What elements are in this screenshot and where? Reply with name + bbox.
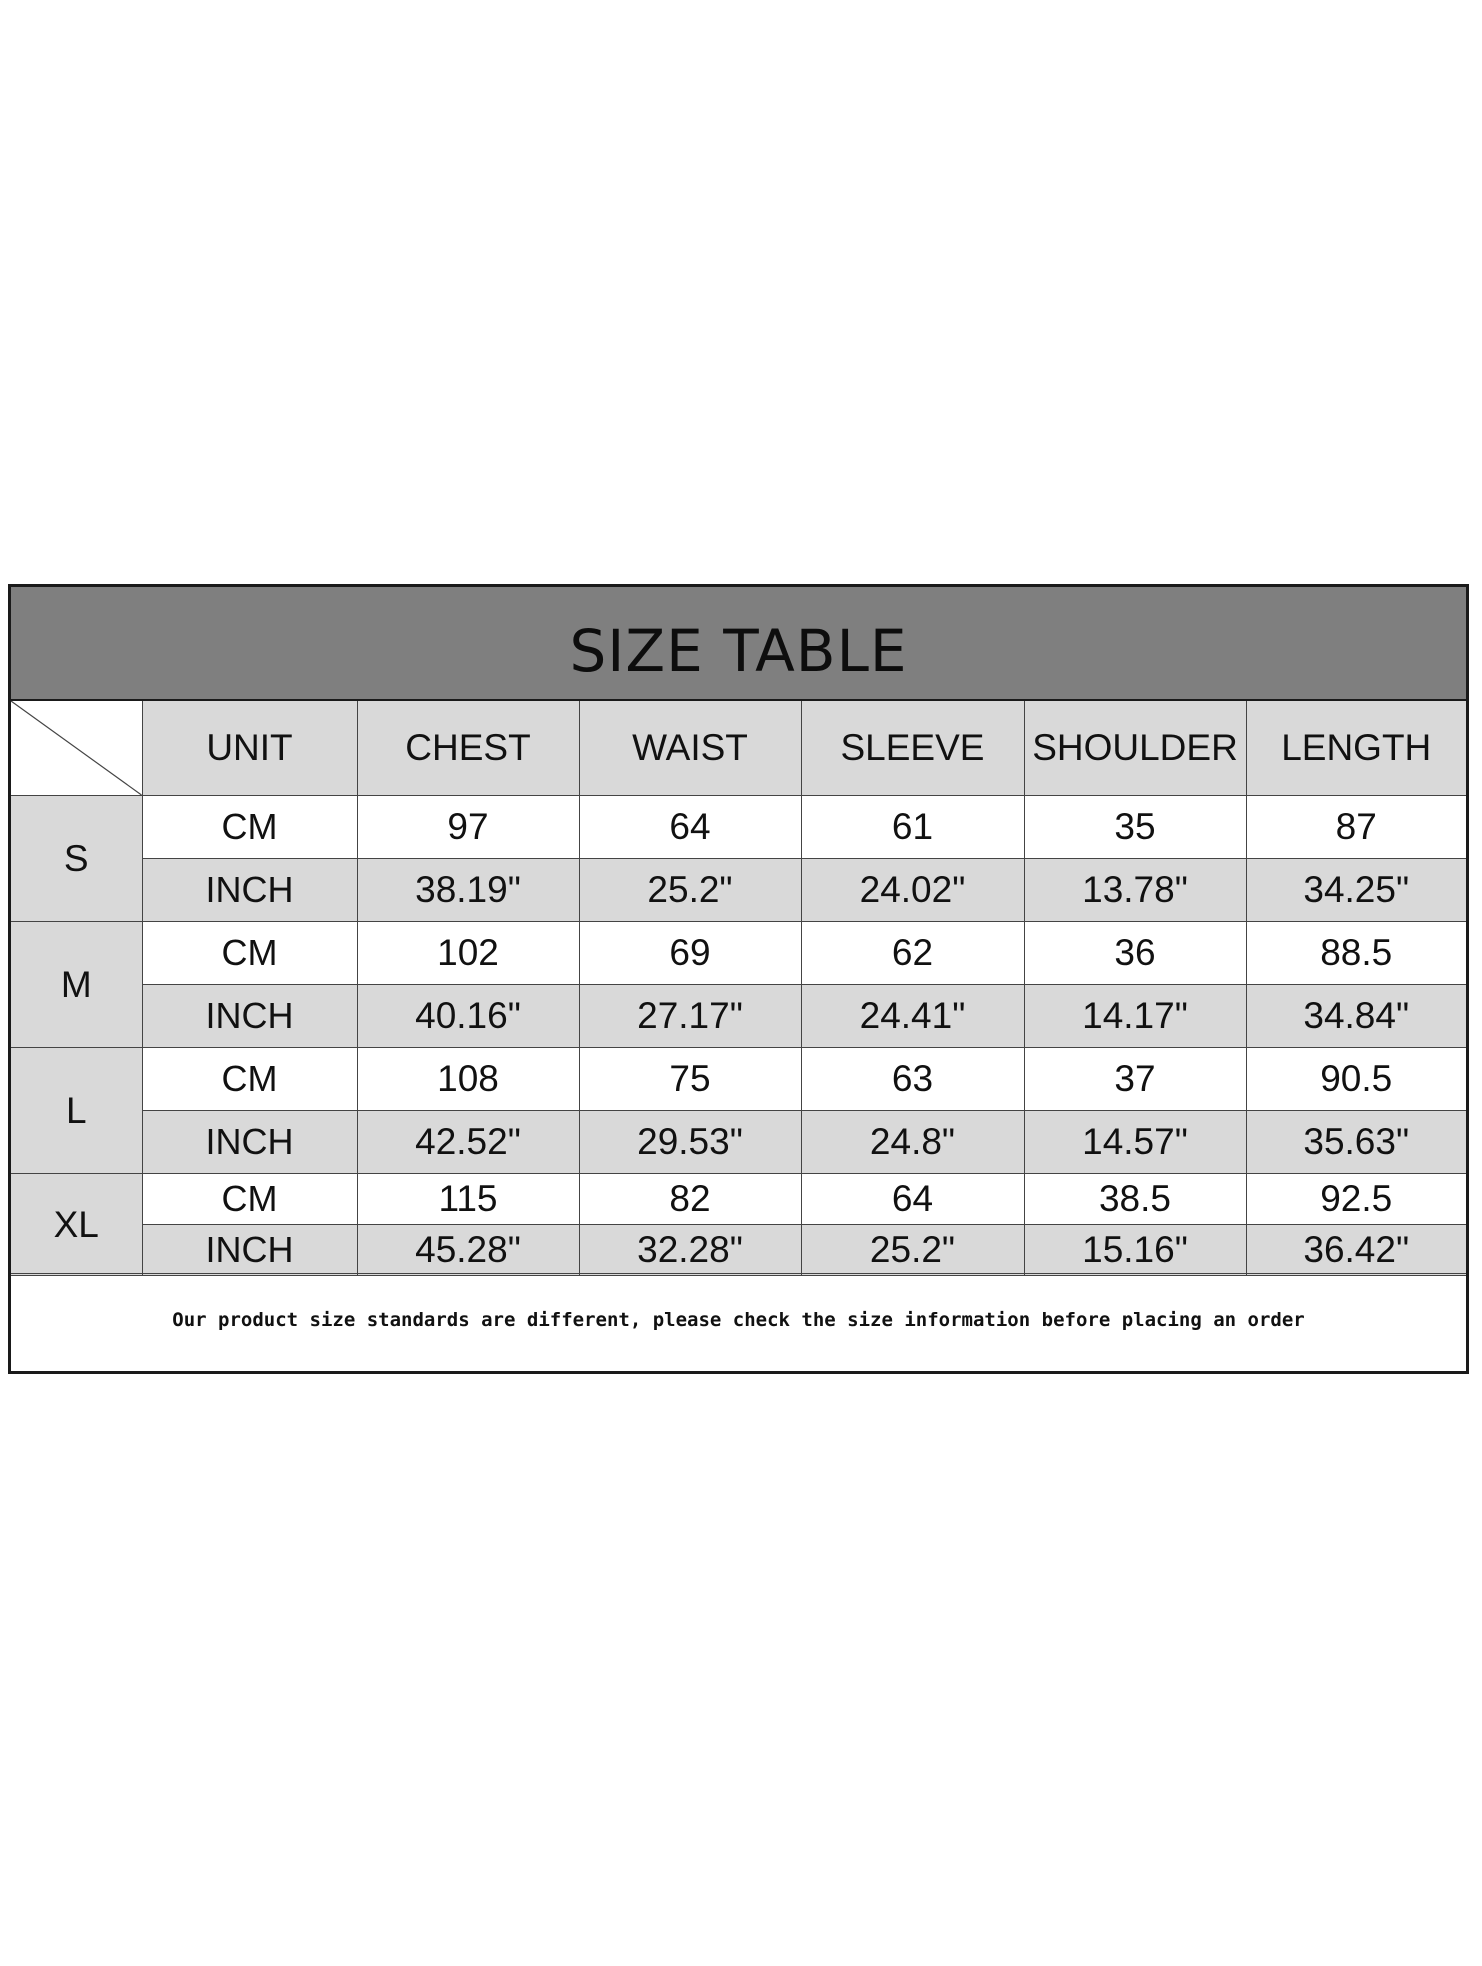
sleeve-value: 62 — [801, 922, 1024, 985]
chest-value: 97 — [357, 796, 579, 859]
unit-cell: INCH — [142, 985, 357, 1048]
sleeve-value: 64 — [801, 1174, 1024, 1225]
sleeve-value: 24.41" — [801, 985, 1024, 1048]
shoulder-value: 14.57" — [1024, 1111, 1246, 1174]
length-value: 92.5 — [1246, 1174, 1466, 1225]
chest-value: 42.52" — [357, 1111, 579, 1174]
sleeve-value: 61 — [801, 796, 1024, 859]
table-row — [11, 859, 1466, 922]
header-sleeve: SLEEVE — [801, 701, 1024, 796]
size-chart — [8, 584, 1469, 1374]
size-label: S — [11, 796, 142, 922]
table-row — [11, 922, 1466, 985]
length-value: 34.25" — [1246, 859, 1466, 922]
length-value: 88.5 — [1246, 922, 1466, 985]
waist-value: 27.17" — [579, 985, 801, 1048]
size-label: L — [11, 1048, 142, 1174]
shoulder-value: 37 — [1024, 1048, 1246, 1111]
table-row — [11, 1174, 1466, 1225]
chest-value: 38.19" — [357, 859, 579, 922]
waist-value: 64 — [579, 796, 801, 859]
unit-cell: CM — [142, 1048, 357, 1111]
size-label: XL — [11, 1174, 142, 1276]
chest-value: 102 — [357, 922, 579, 985]
sleeve-value: 24.8" — [801, 1111, 1024, 1174]
shoulder-value: 13.78" — [1024, 859, 1246, 922]
shoulder-value: 14.17" — [1024, 985, 1246, 1048]
unit-cell: INCH — [142, 1111, 357, 1174]
table-row — [11, 1225, 1466, 1276]
header-shoulder: SHOULDER — [1024, 701, 1246, 796]
size-table — [11, 701, 1466, 1276]
unit-cell: INCH — [142, 1225, 357, 1276]
sleeve-value: 24.02" — [801, 859, 1024, 922]
size-table-title: SIZE TABLE — [569, 617, 908, 685]
unit-cell: CM — [142, 796, 357, 859]
waist-value: 29.53" — [579, 1111, 801, 1174]
shoulder-value: 36 — [1024, 922, 1246, 985]
chest-value: 108 — [357, 1048, 579, 1111]
shoulder-value: 38.5 — [1024, 1174, 1246, 1225]
table-row — [11, 796, 1466, 859]
table-row — [11, 1048, 1466, 1111]
sleeve-value: 63 — [801, 1048, 1024, 1111]
shoulder-value: 35 — [1024, 796, 1246, 859]
length-value: 35.63" — [1246, 1111, 1466, 1174]
size-label: M — [11, 922, 142, 1048]
chest-value: 40.16" — [357, 985, 579, 1048]
diagonal-divider — [11, 701, 142, 795]
unit-cell: INCH — [142, 859, 357, 922]
header-unit: UNIT — [142, 701, 357, 796]
length-value: 36.42" — [1246, 1225, 1466, 1276]
chest-value: 45.28" — [357, 1225, 579, 1276]
header-waist: WAIST — [579, 701, 801, 796]
unit-cell: CM — [142, 922, 357, 985]
length-value: 90.5 — [1246, 1048, 1466, 1111]
length-value: 34.84" — [1246, 985, 1466, 1048]
waist-value: 32.28" — [579, 1225, 801, 1276]
waist-value: 75 — [579, 1048, 801, 1111]
size-note: Our product size standards are different, please check the size information before placing an order — [11, 1273, 1466, 1371]
table-row — [11, 1111, 1466, 1174]
waist-value: 82 — [579, 1174, 801, 1225]
waist-value: 69 — [579, 922, 801, 985]
corner-cell — [11, 701, 142, 796]
table-row — [11, 985, 1466, 1048]
unit-cell: CM — [142, 1174, 357, 1225]
shoulder-value: 15.16" — [1024, 1225, 1246, 1276]
chest-value: 115 — [357, 1174, 579, 1225]
waist-value: 25.2" — [579, 859, 801, 922]
sleeve-value: 25.2" — [801, 1225, 1024, 1276]
title-bar — [11, 587, 1466, 701]
length-value: 87 — [1246, 796, 1466, 859]
header-chest: CHEST — [357, 701, 579, 796]
header-length: LENGTH — [1246, 701, 1466, 796]
